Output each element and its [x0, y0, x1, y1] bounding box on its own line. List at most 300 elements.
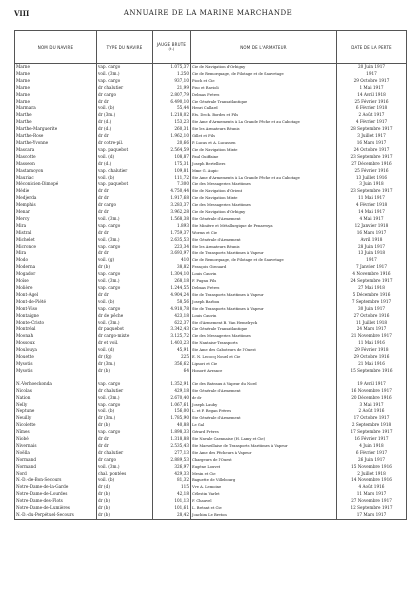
loss-date: 14 Avril 1918 [337, 92, 407, 99]
ship-tonnage: 937,10 [153, 78, 191, 85]
ship-owner: Ste Navale Caennaise (H. Lamy et Cie) [191, 436, 337, 443]
table-row [15, 395, 407, 402]
ship-name: Nivernais [15, 443, 97, 450]
table-row [15, 257, 407, 264]
ship-owner: Cie de Remorquage, de Pilotage et de Sauvetage [191, 71, 337, 78]
ship-owner: Vve A. Lemoine [191, 484, 337, 491]
table-row [15, 105, 407, 112]
table-row [15, 326, 407, 333]
table-row [15, 408, 407, 415]
loss-date: 17 Mars 1917 [337, 512, 407, 519]
ship-name: Marmara [15, 105, 97, 112]
loss-date: 1917 [337, 71, 407, 78]
table-row [15, 216, 407, 223]
table-row [15, 285, 407, 292]
ship-owner: Delmas Frères [191, 285, 337, 292]
loss-date: 4 Août 1916 [337, 484, 407, 491]
loss-date: 7 Janvier 1917 [337, 264, 407, 271]
ship-name: Neuilly [15, 415, 97, 422]
ship-type: dr chalutier [97, 388, 153, 395]
ship-owner: Delmas Frères [191, 92, 337, 99]
table-row [15, 140, 407, 147]
ship-owner: Ste d'Armement B. Van Hemelryck [191, 320, 337, 327]
ship-type: voil. (b) [97, 408, 153, 415]
ship-tonnage: 45,91 [153, 347, 191, 354]
ship-name: Mercy [15, 216, 97, 223]
ship-owner: Cie de Navigation d'Orbigny [191, 209, 337, 216]
ship-name: Marthe-Rose [15, 133, 97, 140]
table-row [15, 278, 407, 285]
table-row [15, 457, 407, 464]
ship-tonnage: 2.564,59 [153, 147, 191, 154]
loss-date: 3 Juillet 1917 [337, 133, 407, 140]
ship-type: vap. paquebot [97, 181, 153, 188]
ship-type: dr dr [97, 250, 153, 257]
ship-name: Mont-Viso [15, 306, 97, 313]
loss-date: 16 Mars 1917 [337, 230, 407, 237]
table-row [15, 202, 407, 209]
table-body [15, 64, 407, 520]
ship-type: chal. pontées [97, 471, 153, 478]
ship-type: voil. (g) [97, 257, 153, 264]
table-row [15, 195, 407, 202]
table-row [15, 443, 407, 450]
table-row [15, 112, 407, 119]
ship-owner: Baguette de Villebourg [191, 477, 337, 484]
loss-date: 4 Novembre 1916 [337, 271, 407, 278]
loss-date: 2 Août 1917 [337, 112, 407, 119]
table-row [15, 306, 407, 313]
table-row [15, 92, 407, 99]
ship-tonnage: 268,18 [153, 278, 191, 285]
ship-name: Marthe-Yvonne [15, 140, 97, 147]
table-row [15, 161, 407, 168]
table-row [15, 340, 407, 347]
table-row [15, 320, 407, 327]
ship-owner: L. Bréant et Cie [191, 505, 337, 512]
ship-name: Neptune [15, 408, 97, 415]
ship-name: Masseon [15, 161, 97, 168]
ship-owner: Joachim Le Breton [191, 512, 337, 519]
loss-date: 29 Octobre 1917 [337, 78, 407, 85]
loss-date: 2 Août 1916 [337, 408, 407, 415]
ship-name: Mogador [15, 271, 97, 278]
table-row [15, 237, 407, 244]
ship-owner: Ste Minière et Métallurgique de Penarroya [191, 223, 337, 230]
loss-date: 11 Mai 1916 [337, 340, 407, 347]
ship-name: Mascotte [15, 154, 97, 161]
table-row [15, 484, 407, 491]
ship-tonnage: 225 [153, 354, 191, 361]
loss-date: 11 Mai 1917 [337, 195, 407, 202]
table-row [15, 313, 407, 320]
ship-tonnage: 1.568,38 [153, 216, 191, 223]
loss-date: 19 Avril 1917 [337, 381, 407, 388]
table-row [15, 429, 407, 436]
loss-date: 3 Mai 1917 [337, 402, 407, 409]
ship-name: Nicolette [15, 422, 97, 429]
table-row [15, 450, 407, 457]
ship-loss-table [14, 30, 407, 520]
ship-tonnage: 1.250 [153, 71, 191, 78]
ship-owner: Honoré Avrance [191, 368, 337, 375]
ship-type: dr et voil. [97, 340, 153, 347]
table-row [15, 512, 407, 519]
ship-owner: Cie des Messageries Maritimes [191, 181, 337, 188]
ship-type: voil. (3m.) [97, 71, 153, 78]
loss-date: 29 Octobre 1916 [337, 354, 407, 361]
loss-date: 4 Mai 1917 [337, 216, 407, 223]
ship-name: Marne [15, 92, 97, 99]
ship-type: dr (d.) [97, 126, 153, 133]
ship-type: dr (b) [97, 422, 153, 429]
ship-type: vap. cargo [97, 78, 153, 85]
loss-date: 27 Novembre 1917 [337, 498, 407, 505]
loss-date: 15 Septembre 1916 [337, 368, 407, 375]
table-row [15, 188, 407, 195]
ship-name: Marne [15, 64, 97, 71]
ship-type: dr cargo-mixte [97, 333, 153, 340]
ship-tonnage: 1.893 [153, 223, 191, 230]
table-row [15, 505, 407, 512]
loss-date: 2 Septembre 1918 [337, 422, 407, 429]
ship-name: Notre-Dame-de-Lourdes [15, 491, 97, 498]
ship-type: vap. cargo [97, 223, 153, 230]
ship-owner: Ste Ame d'Armements à La Grande Pêche et au Cabotage [191, 119, 337, 126]
ship-name: Niobé [15, 436, 97, 443]
ship-type: dr chalutier [97, 450, 153, 457]
table-row [15, 415, 407, 422]
ship-type: dr (b) [97, 505, 153, 512]
ship-type: dr (b) [97, 498, 153, 505]
loss-date: 11 Juillet 1918 [337, 320, 407, 327]
ship-name: Marne [15, 99, 97, 106]
ship-tonnage: 101,61 [153, 505, 191, 512]
loss-date: 28 Juin 1917 [337, 244, 407, 251]
loss-date: 27 Mai 1918 [337, 285, 407, 292]
ship-name: Mistral [15, 230, 97, 237]
loss-date: Avril 1918 [337, 237, 407, 244]
table-row [15, 436, 407, 443]
ship-name: Marne [15, 78, 97, 85]
ship-tonnage: 1.318,88 [153, 436, 191, 443]
loss-date: 20 Décembre 1916 [337, 395, 407, 402]
ship-name: Notre-Dame-des-Flots [15, 498, 97, 505]
ship-owner: Cie de Navigation d'Orbigny [191, 64, 337, 71]
loss-date: 4 Février 1917 [337, 119, 407, 126]
table-row [15, 333, 407, 340]
ship-tonnage: 38,82 [153, 264, 191, 271]
table-row [15, 264, 407, 271]
ship-tonnage: 101,13 [153, 498, 191, 505]
ship-type: voil. (3m.) [97, 278, 153, 285]
loss-date: 7 Septembre 1917 [337, 299, 407, 306]
ship-type: dr (b) [97, 512, 153, 519]
table-row [15, 347, 407, 354]
ship-owner: Ste Marseillaise de Transports Maritimes à Vapeur [191, 443, 337, 450]
ship-tonnage: 1.962,10 [153, 133, 191, 140]
ship-tonnage: 1.352,91 [153, 381, 191, 388]
ship-tonnage: 410 [153, 257, 191, 264]
ship-type: dr dr [97, 209, 153, 216]
loss-date: 12 Septembre 1917 [337, 505, 407, 512]
ship-name: Moderna [15, 264, 97, 271]
ship-owner: Henri Callard [191, 105, 337, 112]
ship-owner: Célestin Varlet [191, 491, 337, 498]
table-row [15, 368, 407, 375]
ship-type: dr dr [97, 443, 153, 450]
ship-type: dr (d.) [97, 161, 153, 168]
loss-date: 17 Octobre 1917 [337, 415, 407, 422]
ship-owner: Lipsori et Cie [191, 361, 337, 368]
ship-owner: Cie de Navigation Mixte [191, 147, 337, 154]
ship-tonnage: 3.283,37 [153, 202, 191, 209]
ship-tonnage: 429,33 [153, 471, 191, 478]
ship-type: dr (b) [97, 264, 153, 271]
ship-name: Montréal [15, 326, 97, 333]
loss-date: 4 Juin 1918 [337, 443, 407, 450]
table-row [15, 71, 407, 78]
ship-tonnage: 1.244,55 [153, 285, 191, 292]
ship-type: vap. cargo [97, 64, 153, 71]
ship-type: dr cargo [97, 457, 153, 464]
ship-tonnage: 21,99 [153, 85, 191, 92]
ship-name: Méconicien-Dimopé [15, 181, 97, 188]
ship-name: Medjerda [15, 195, 97, 202]
ship-owner: Cie de Remorquage, de Pilotage et de Sauvetage [191, 257, 337, 264]
table-row [15, 464, 407, 471]
ship-name: Memphis [15, 202, 97, 209]
ship-owner: Ste Générale d'Armement [191, 388, 337, 395]
table-row [15, 477, 407, 484]
ship-tonnage: 260,31 [153, 126, 191, 133]
ship-owner: Ste Nantaise-Transports [191, 340, 337, 347]
ship-type: voil. (3m.) [97, 237, 153, 244]
ship-type: voil. (d) [97, 347, 153, 354]
ship-owner: Cie Générale Transatlantique [191, 326, 337, 333]
table-row [15, 230, 407, 237]
ship-type: voil. (3m.) [97, 320, 153, 327]
ship-tonnage: 175,31 [153, 161, 191, 168]
loss-date: 27 Décembre 1916 [337, 161, 407, 168]
loss-date: 3 Juin 1918 [337, 181, 407, 188]
ship-owner: L. et P. Regan Frères [191, 408, 337, 415]
ship-owner: Louis Cauvin [191, 271, 337, 278]
ship-owner: Joseph Barbou [191, 299, 337, 306]
ship-owner: Chargeurs de l'Ouest [191, 457, 337, 464]
ship-type: dr dr [97, 133, 153, 140]
table-row [15, 250, 407, 257]
ship-owner: Ste de Transports Maritimes à Vapeur [191, 292, 337, 299]
table-row [15, 64, 407, 71]
ship-owner: Ste de Navigation d'Orient [191, 188, 337, 195]
loss-date: 17 Septembre 1917 [337, 429, 407, 436]
ship-name: Mysotis [15, 368, 97, 375]
page-title: ANNUAIRE DE LA MARINE MARCHANDE [123, 9, 293, 17]
ship-owner: Eugène Louvet [191, 464, 337, 471]
ship-name: Marne [15, 85, 97, 92]
ship-tonnage: 109,81 [153, 168, 191, 175]
ship-type: dr dr [97, 188, 153, 195]
loss-date: 13 Juin 1918 [337, 250, 407, 257]
ship-type: dr (3m.) [97, 112, 153, 119]
ship-tonnage: 64 [153, 368, 191, 375]
ship-type: dr paquebot [97, 326, 153, 333]
ship-tonnage: 2.670,40 [153, 395, 191, 402]
ship-name: Normand [15, 464, 97, 471]
ship-type: voil. (b) [97, 175, 153, 182]
ship-owner: Cie des Messageries Maritimes [191, 333, 337, 340]
ship-tonnage: 1.785,90 [153, 415, 191, 422]
ship-tonnage: 622,37 [153, 320, 191, 327]
ship-owner: Ste Ame des Caboteurs de l'Ouest [191, 347, 337, 354]
ship-owner: dr dr [191, 395, 337, 402]
table-row [15, 175, 407, 182]
ship-name: Nelly [15, 402, 97, 409]
ship-tonnage: 3.342,43 [153, 326, 191, 333]
ship-tonnage: 81,32 [153, 477, 191, 484]
ship-name: Mossoux [15, 340, 97, 347]
ship-name: Moïse [15, 278, 97, 285]
ship-tonnage: 3.125,72 [153, 333, 191, 340]
ship-name: Médie [15, 188, 97, 195]
ship-tonnage: 7.300 [153, 181, 191, 188]
ship-name: N.-D.-de-Bon-Secours [15, 477, 97, 484]
table-row [15, 354, 407, 361]
table-row [15, 381, 407, 388]
ship-owner: E. N. Lecocq Nouel et Cie [191, 354, 337, 361]
table-row [15, 498, 407, 505]
ship-owner: Paul Guiffaine [191, 154, 337, 161]
ship-name: Mira [15, 250, 97, 257]
table-row [15, 154, 407, 161]
loss-date: 21 Novembre 1917 [337, 333, 407, 340]
ship-owner: François Girouard [191, 264, 337, 271]
ship-name: Moonah [15, 333, 97, 340]
loss-date: 16 Mars 1917 [337, 140, 407, 147]
ship-tonnage: 6.490,10 [153, 99, 191, 106]
ship-name: Nîmes [15, 429, 97, 436]
ship-type: dr chalutier [97, 85, 153, 92]
col-header-name: NOM DU NAVIRE [15, 31, 97, 64]
loss-date: 23 Septembre 1917 [337, 188, 407, 195]
ship-tonnage: 1.917,68 [153, 195, 191, 202]
ship-tonnage: 58,56 [153, 299, 191, 306]
ship-owner: Worms et Cie [191, 230, 337, 237]
ship-type: dr de pêche [97, 313, 153, 320]
ship-type: vap. cargo [97, 306, 153, 313]
ship-type: dr cargo [97, 92, 153, 99]
table-row [15, 223, 407, 230]
ship-tonnage: 2.535,43 [153, 443, 191, 450]
loss-date: 25 Février 1916 [337, 99, 407, 106]
ship-name: Mastamoyon [15, 168, 97, 175]
ship-owner: Louis Cauvin [191, 313, 337, 320]
loss-date: 24 Mars 1917 [337, 326, 407, 333]
ship-name: Nation [15, 395, 97, 402]
ship-tonnage: 3.693,97 [153, 250, 191, 257]
ship-owner: Mesin et Cie [191, 471, 337, 478]
ship-name: Mont-de-Piété [15, 299, 97, 306]
ship-name: Marthe [15, 119, 97, 126]
ship-tonnage: 55,44 [153, 105, 191, 112]
loss-date: 20 Juin 1917 [337, 64, 407, 71]
loss-date: 16 Février 1917 [337, 436, 407, 443]
loss-date: 4 Février 1918 [337, 202, 407, 209]
ship-tonnage: 42,18 [153, 491, 191, 498]
ship-owner: P. Lucas et A. Lucassen [191, 140, 337, 147]
table-row [15, 422, 407, 429]
ship-owner: Ste Générale d'Armement [191, 415, 337, 422]
ship-owner: Ste de Transports Maritimes à Vapeur [191, 250, 337, 257]
ship-type: vap. cargo [97, 285, 153, 292]
ship-type: vap. paquebot [97, 147, 153, 154]
ship-type: dr dr [97, 99, 153, 106]
table-row [15, 168, 407, 175]
loss-date: 21 Mai 1916 [337, 361, 407, 368]
ship-name: Modo [15, 257, 97, 264]
ship-tonnage: 277,13 [153, 450, 191, 457]
ship-tonnage: 223,34 [153, 244, 191, 251]
loss-date: 14 Novembre 1916 [337, 477, 407, 484]
ship-name: Normand [15, 457, 97, 464]
loss-date: 23 Septembre 1917 [337, 154, 407, 161]
ship-name: Micronce [15, 244, 97, 251]
ship-name: Nord [15, 471, 97, 478]
ship-owner: Piso et Ravioli [191, 85, 337, 92]
ship-name: Mysotis [15, 361, 97, 368]
ship-type: dr (b) [97, 368, 153, 375]
table-row [15, 292, 407, 299]
ship-type: vap. chalutier [97, 168, 153, 175]
ship-type: vap. cargo [97, 381, 153, 388]
ship-type: voil. (3m.) [97, 395, 153, 402]
ship-name: Marthe [15, 112, 97, 119]
ship-name: Molière [15, 285, 97, 292]
ship-owner: Joseph Bertelliers [191, 161, 337, 168]
ship-type: dr cargo [97, 202, 153, 209]
ship-type: voil. (d) [97, 154, 153, 161]
table-row [15, 209, 407, 216]
loss-date: 27 Octobre 1916 [337, 313, 407, 320]
ship-tonnage: 4.750,44 [153, 188, 191, 195]
ship-name: Monte-Cristo [15, 320, 97, 327]
loss-date: 30 Juin 1917 [337, 306, 407, 313]
ship-name: Mira [15, 223, 97, 230]
ship-tonnage: 1.403,23 [153, 340, 191, 347]
ship-owner: Cie de Navigation Mixte [191, 195, 337, 202]
ship-owner: Ste Ame des Pêcheurs à Vapeur [191, 450, 337, 457]
ship-type: dr cotre-pil. [97, 140, 153, 147]
table-row [15, 471, 407, 478]
ship-owner: Mme G. Aupic [191, 168, 337, 175]
table-row [15, 271, 407, 278]
ship-name: Montaigne [15, 313, 97, 320]
ship-type: vap. cargo [97, 271, 153, 278]
ship-tonnage: 2.635,53 [153, 237, 191, 244]
ship-type: dr dr [97, 195, 153, 202]
ship-name: Marthe-Marguerite [15, 126, 97, 133]
ship-tonnage: 108,87 [153, 154, 191, 161]
table-row [15, 388, 407, 395]
loss-date: 1917 [337, 257, 407, 264]
loss-date: 11 Mars 1917 [337, 491, 407, 498]
ship-type: voil. (3m.) [97, 464, 153, 471]
loss-date: 24 Septembre 1917 [337, 278, 407, 285]
table-row [15, 99, 407, 106]
ship-owner: Cie des Messageries Maritimes [191, 202, 337, 209]
table-row [15, 402, 407, 409]
